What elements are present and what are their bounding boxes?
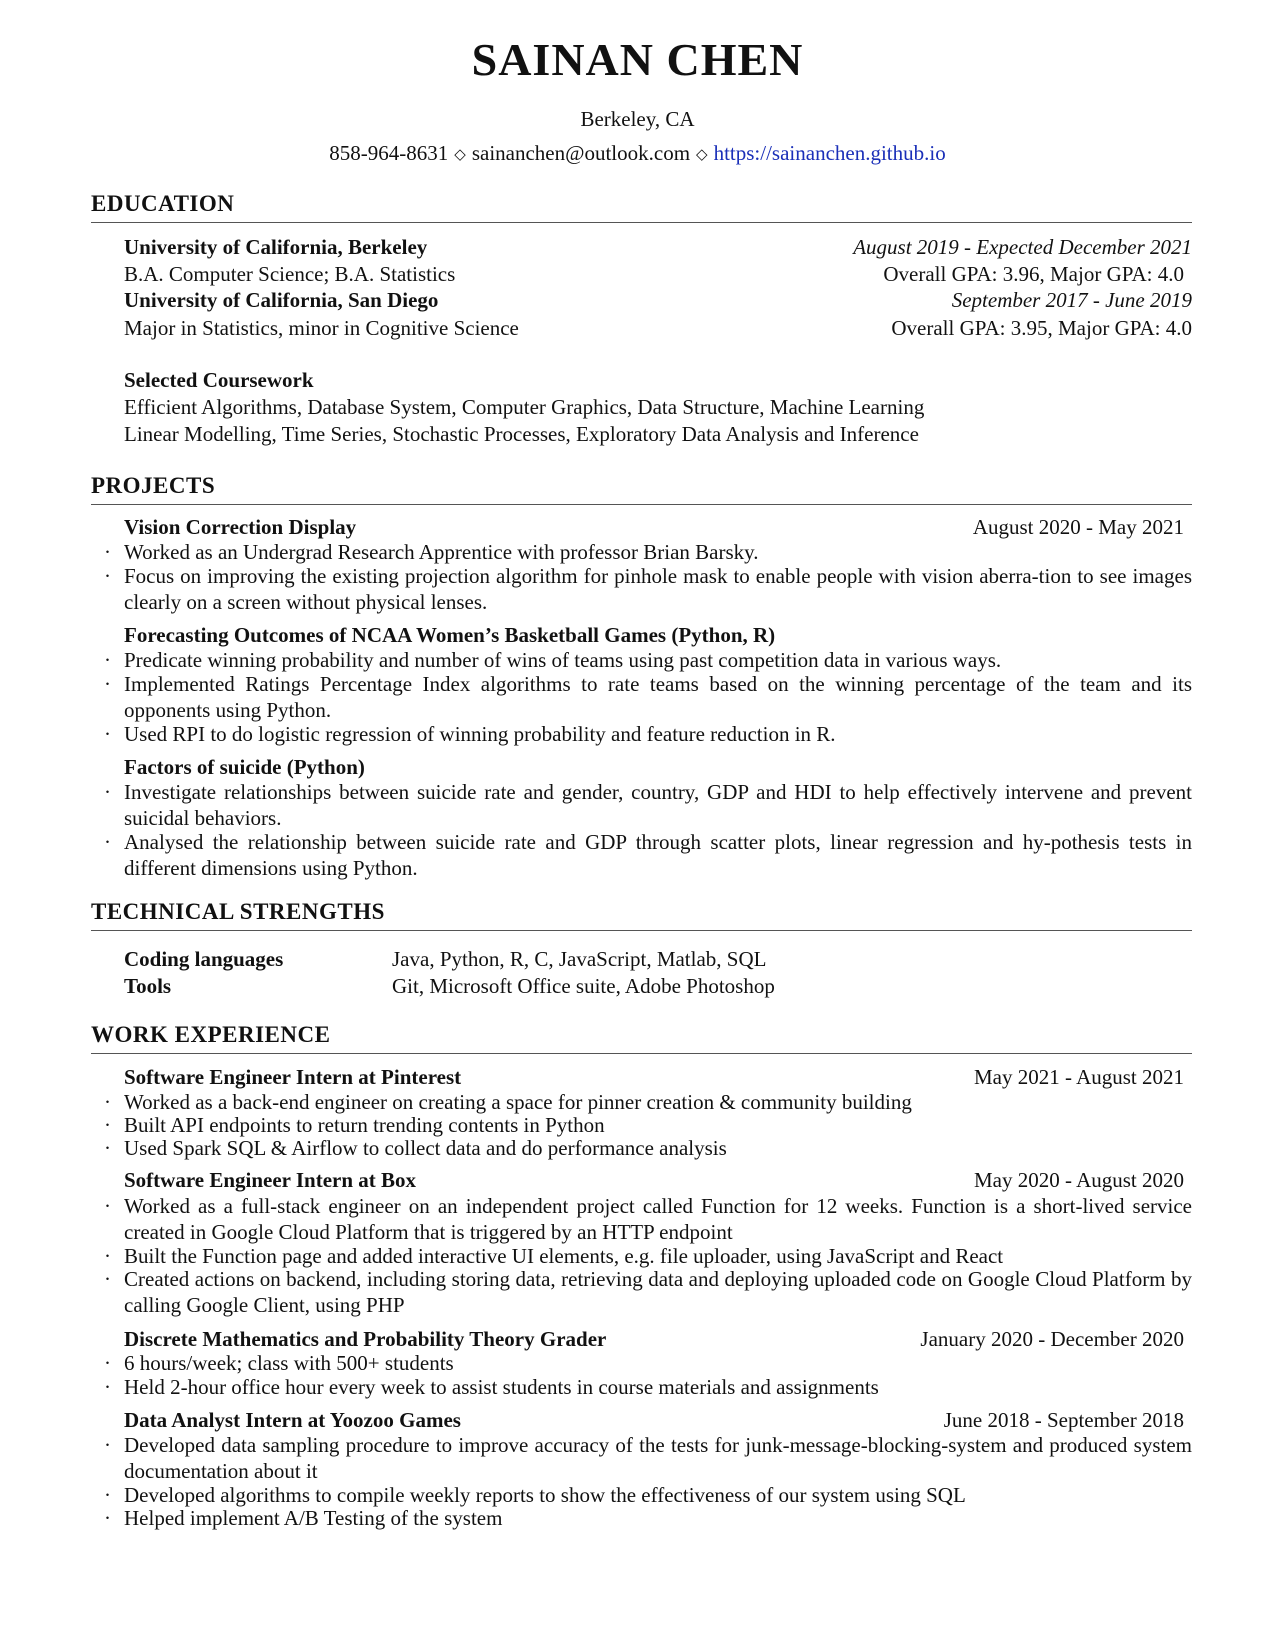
skill-value: Git, Microsoft Office suite, Adobe Photoshop bbox=[392, 974, 775, 998]
project-header bbox=[124, 753, 1192, 781]
list-item: · Worked as an Undergrad Research Apprentice with professor Brian Barsky. bbox=[104, 540, 759, 564]
list-item: · Investigate relationships between suicide rate and gender, country, GDP and HDI to help effectively intervene and prevent suicidal behaviors. bbox=[104, 780, 1192, 830]
skill-label: Coding languages bbox=[124, 947, 284, 971]
bullet-dot-icon: · bbox=[104, 780, 111, 804]
bullet-dot-icon: · bbox=[104, 1113, 111, 1137]
bullet-dot-icon: · bbox=[104, 1375, 111, 1399]
job-title: Discrete Mathematics and Probability Theory Grader bbox=[124, 1327, 607, 1351]
contact-line bbox=[0, 138, 1275, 170]
job-header bbox=[124, 1325, 1192, 1353]
job-header bbox=[124, 1063, 1192, 1091]
job-dates: May 2021 - August 2021 bbox=[974, 1065, 1184, 1089]
list-item: · Built the Function page and added interactive UI elements, e.g. file uploader, using JavaScript and React bbox=[104, 1244, 1004, 1268]
list-item: · Helped implement A/B Testing of the system bbox=[104, 1506, 503, 1530]
section-title-education: EDUCATION bbox=[91, 190, 1192, 223]
school-dates: September 2017 - June 2019 bbox=[951, 288, 1192, 312]
coursework-line: Linear Modelling, Time Series, Stochastic Processes, Exploratory Data Analysis and Inference bbox=[124, 422, 919, 446]
school-gpa: Overall GPA: 3.96, Major GPA: 4.0 bbox=[883, 262, 1184, 286]
job-dates: January 2020 - December 2020 bbox=[920, 1327, 1184, 1351]
list-item: · Predicate winning probability and number of wins of teams using past competition data in various ways. bbox=[104, 648, 1002, 672]
section-title-projects: PROJECTS bbox=[91, 472, 1192, 505]
list-item: · Used Spark SQL & Airflow to collect data and do performance analysis bbox=[104, 1136, 727, 1160]
school-details bbox=[124, 314, 1192, 342]
bullet-dot-icon: · bbox=[104, 1090, 111, 1114]
website-link[interactable]: https://sainanchen.github.io bbox=[713, 141, 946, 165]
bullet-dot-icon: · bbox=[104, 1267, 111, 1291]
school-degree: Major in Statistics, minor in Cognitive Science bbox=[124, 316, 519, 340]
diamond-separator-icon: ◇ bbox=[454, 145, 466, 163]
diamond-separator-icon: ◇ bbox=[696, 145, 708, 163]
project-name: Forecasting Outcomes of NCAA Women’s Basketball Games (Python, R) bbox=[124, 623, 776, 647]
bullet-dot-icon: · bbox=[104, 1194, 111, 1218]
job-title: Software Engineer Intern at Pinterest bbox=[124, 1065, 462, 1089]
job-header bbox=[124, 1166, 1192, 1194]
bullet-dot-icon: · bbox=[104, 1136, 111, 1160]
school-details bbox=[124, 260, 1192, 288]
list-item: · Created actions on backend, including storing data, retrieving data and deploying uploaded code on Google Cloud Platform by calling Google Client, using PHP bbox=[104, 1267, 1192, 1317]
bullet-dot-icon: · bbox=[104, 722, 111, 746]
email[interactable]: sainanchen@outlook.com bbox=[471, 141, 691, 165]
skill-row bbox=[124, 946, 1024, 973]
phone: 858-964-8631 bbox=[329, 141, 449, 165]
coursework-line: Efficient Algorithms, Database System, Computer Graphics, Data Structure, Machine Learning bbox=[124, 395, 925, 419]
bullet-dot-icon: · bbox=[104, 1244, 111, 1268]
location: Berkeley, CA bbox=[580, 107, 695, 131]
coursework-title: Selected Coursework bbox=[124, 368, 314, 392]
list-item: · Held 2-hour office hour every week to assist students in course materials and assignments bbox=[104, 1375, 879, 1399]
list-item: · Analysed the relationship between suicide rate and GDP through scatter plots, linear regression and hy-pothesis tests in different dimensions using Python. bbox=[104, 830, 1192, 880]
school-header bbox=[124, 233, 1192, 261]
bullet-dot-icon: · bbox=[104, 540, 111, 564]
school-header bbox=[124, 286, 1192, 314]
list-item: · Implemented Ratings Percentage Index algorithms to rate teams based on the winning percentage of the team and its opponents using Python. bbox=[104, 672, 1192, 722]
project-header bbox=[124, 621, 1192, 649]
skill-value: Java, Python, R, C, JavaScript, Matlab, SQL bbox=[392, 947, 767, 971]
bullet-dot-icon: · bbox=[104, 648, 111, 672]
skill-row bbox=[124, 973, 1024, 1000]
list-item: · Built API endpoints to return trending contents in Python bbox=[104, 1113, 605, 1137]
job-dates: June 2018 - September 2018 bbox=[943, 1408, 1184, 1432]
resume-name: SAINAN CHEN bbox=[471, 34, 804, 85]
project-name: Vision Correction Display bbox=[124, 515, 357, 539]
list-item: · Worked as a full-stack engineer on an independent project called Function for 12 weeks. Function is a short-lived service created in Google Cloud Platform that is triggered by an HTTP endpoint bbox=[104, 1194, 1192, 1244]
section-title-work-experience: WORK EXPERIENCE bbox=[91, 1021, 1192, 1054]
job-dates: May 2020 - August 2020 bbox=[974, 1168, 1184, 1192]
list-item: · Developed algorithms to compile weekly reports to show the effectiveness of our system using SQL bbox=[104, 1483, 966, 1507]
job-title: Software Engineer Intern at Box bbox=[124, 1168, 417, 1192]
school-name: University of California, San Diego bbox=[124, 288, 439, 312]
bullet-dot-icon: · bbox=[104, 1433, 111, 1457]
bullet-dot-icon: · bbox=[104, 1506, 111, 1530]
school-dates: August 2019 - Expected December 2021 bbox=[853, 235, 1192, 259]
list-item: · Focus on improving the existing projection algorithm for pinhole mask to enable people with vision aberra-tion to see images clearly on a screen without physical lenses. bbox=[104, 564, 1192, 614]
list-item: · Developed data sampling procedure to improve accuracy of the tests for junk-message-blocking-system and produced system documentation about it bbox=[104, 1433, 1192, 1483]
list-item: · Used RPI to do logistic regression of winning probability and feature reduction in R. bbox=[104, 722, 836, 746]
project-header bbox=[124, 513, 1192, 541]
bullet-dot-icon: · bbox=[104, 1351, 111, 1375]
project-name: Factors of suicide (Python) bbox=[124, 755, 365, 779]
project-dates: August 2020 - May 2021 bbox=[972, 515, 1184, 539]
bullet-dot-icon: · bbox=[104, 672, 111, 696]
school-gpa: Overall GPA: 3.95, Major GPA: 4.0 bbox=[891, 316, 1192, 340]
job-title: Data Analyst Intern at Yoozoo Games bbox=[124, 1408, 461, 1432]
bullet-dot-icon: · bbox=[104, 830, 111, 854]
bullet-dot-icon: · bbox=[104, 564, 111, 588]
section-title-technical-strengths: TECHNICAL STRENGTHS bbox=[91, 898, 1192, 931]
list-item: · Worked as a back-end engineer on creating a space for pinner creation & community building bbox=[104, 1090, 912, 1114]
school-degree: B.A. Computer Science; B.A. Statistics bbox=[124, 262, 456, 286]
bullet-dot-icon: · bbox=[104, 1483, 111, 1507]
list-item: · 6 hours/week; class with 500+ students bbox=[104, 1351, 454, 1375]
skill-label: Tools bbox=[124, 974, 172, 998]
job-header bbox=[124, 1406, 1192, 1434]
school-name: University of California, Berkeley bbox=[124, 235, 428, 259]
